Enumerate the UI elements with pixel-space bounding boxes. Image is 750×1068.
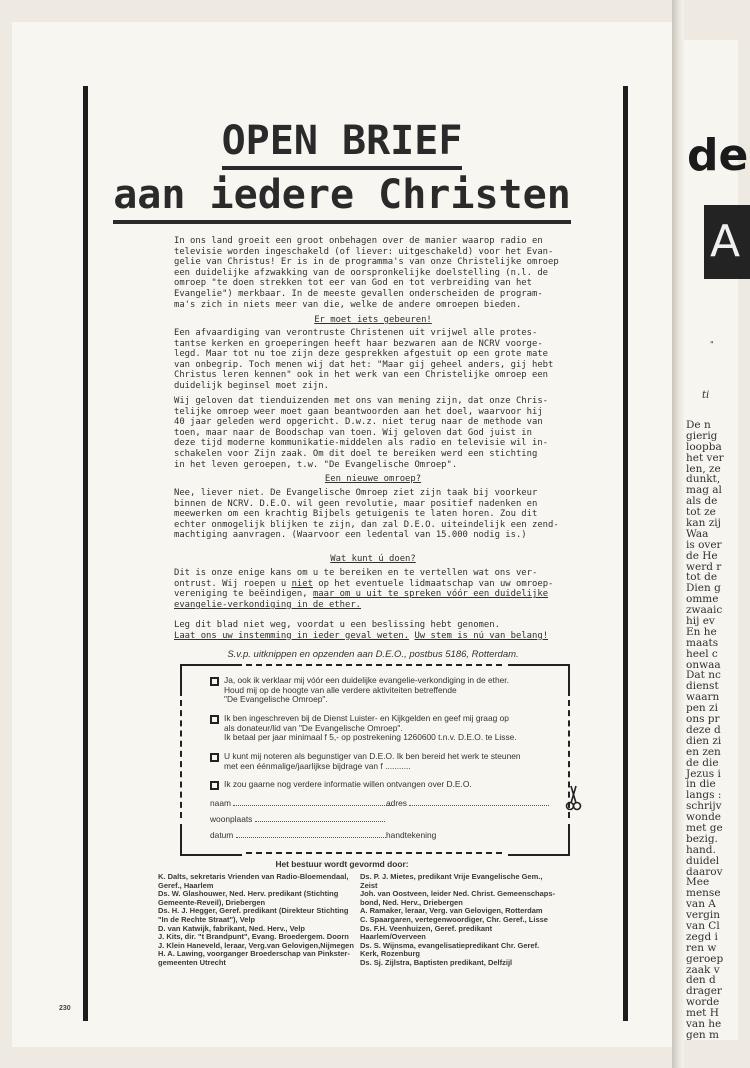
bleft-line: J. Kits, dir. "t Brandpunt", Evang. Broedergem. Doorn [158, 932, 349, 942]
intro-line: televisie worden ingeschakeld (of liever: uitgeschakeld) voor het Evan- [174, 246, 554, 257]
intro-line: omroep "te doen strekken tot eer van God en tot verbreiding van het [174, 278, 532, 289]
sidecol-line: kan zij [686, 517, 721, 530]
sidecol-line: De n [686, 419, 711, 431]
sidecol-line: onwaa [686, 658, 721, 671]
sidecol-line: langs : [686, 789, 722, 802]
bright-line: Haarlem/Overveen [360, 932, 426, 942]
bleft-line: D. van Katwijk, fabrikant, Ned. Herv., Velp [158, 923, 305, 933]
s1p2-line: schakelen voor Zijn zaak. Om dit doel te bereiken werd een stichting [174, 448, 538, 459]
intro-line: Evangelie") merkbaar. In de meeste gevallen onderscheiden de program- [174, 288, 543, 299]
adres-field[interactable]: adres [386, 798, 549, 808]
sidecol-line: met ge [686, 821, 723, 834]
board-list-right [360, 873, 555, 968]
sidecol-line: heel c [686, 647, 718, 660]
coupon-left-dash [180, 700, 182, 818]
sidecol-line: het ver [686, 451, 724, 464]
bleft-line: K. Dalts, sekretaris Vrienden van Radio-Bloemendaal, [158, 872, 349, 881]
section-heading-1: Er moet iets gebeuren! [314, 315, 432, 325]
sidecol-line: werd r [686, 560, 722, 573]
sidecol-line: de He [686, 549, 718, 562]
sidecol-line: gen m [686, 1028, 719, 1041]
sidecol-line: dienst [686, 680, 719, 693]
checkbox-1[interactable] [210, 677, 219, 686]
next-page-small-2: ti [702, 390, 710, 401]
bright-line: Ds. S. Wijnsma, evangelisatiepredikant Chr. Geref. [360, 940, 540, 950]
option-2[interactable]: Ik ben ingeschreven bij de Dienst Luister- en Kijkgelden en geef mij graag op als donateur/lid van "De Evangelische Omroep". Ik betaal per jaar minimaal f 5,- op postrekening 1260600 t.n.v. D.E.O. te Lisse. [224, 714, 534, 743]
naam-field[interactable]: naam [210, 798, 393, 808]
magazine-page [12, 22, 672, 1047]
section-heading-3: Wat kunt ú doen? [330, 554, 416, 564]
s1p1-line: legd. Maar tot nu toe zijn deze gesprekken afgestuit op een grote mate [174, 349, 549, 360]
bright-line: Kerk, Rozenburg [360, 949, 421, 959]
sidecol-line: van A [686, 898, 716, 911]
sidecol-line: dunkt, [686, 473, 721, 486]
sidecol-line: tot ze [686, 506, 716, 519]
page-number: 230 [59, 1005, 71, 1012]
sidecol-line: mense [686, 887, 721, 900]
sidecol-line: vergin [686, 909, 721, 922]
sidecol-line: ons pr [686, 713, 720, 726]
sidecol-line: pen zi [686, 702, 718, 715]
s1p2-line: deze tijd moderne kommunikatie-middelen als radio en televisie wil in- [174, 438, 549, 449]
intro-line: een duidelijke afzwakking van de oorspronkelijke doelstelling (n.l. de [174, 267, 549, 278]
next-page-edge [684, 40, 749, 1041]
s1p2-line: 40 jaar geleden werd opgericht. D.w.z. niet terug naar de methode van [174, 417, 543, 428]
coupon-corner-bl [180, 824, 242, 856]
s2p1-line: binnen de NCRV. D.E.O. wil geen revolutie, maar positief nadenken en [174, 498, 538, 509]
sidecol-line: loopba [686, 440, 722, 453]
sidecol-line: bezig. [686, 832, 718, 845]
sidecol-line: duidel [686, 854, 720, 867]
sidecol-line: Mee [686, 876, 710, 889]
s1p2-line: toen, maar naar de Boodschap van toen. Wij geloven dat God juist in [174, 427, 532, 438]
coupon-top-dash [246, 664, 502, 666]
option-4[interactable]: Ik zou gaarne nog verdere informatie willen ontvangen over D.E.O. [224, 780, 534, 790]
bleft-line: "In de Rechte Straat"), Velp [158, 914, 256, 924]
s1p2-line: Wij geloven dat tienduizenden met ons van mening zijn, dat onze Chris- [174, 396, 549, 406]
bright-line: Zeist [360, 880, 378, 890]
sidecol-line: ren w [686, 941, 717, 954]
sidecol-line: Waa [686, 527, 709, 540]
s1p1-line: duidelijk beginsel moet zijn. [174, 380, 329, 391]
sidecol-line: van Cl [686, 919, 720, 932]
s1p2-line: in het leven geroepen, t.w. "De Evangelische Omroep". [174, 459, 458, 470]
sidecol-line: maats [686, 636, 719, 649]
cutout-instruction: S.v.p. uitknippen en opzenden aan D.E.O., postbus 5186, Rotterdam. [227, 649, 519, 660]
sidecol-line: waarn [686, 691, 720, 704]
sidecol-line: als de [686, 495, 718, 508]
sidecol-line: En he [686, 625, 717, 638]
next-page-column [686, 420, 746, 1041]
handtekening-field[interactable]: handtekening [386, 830, 437, 840]
sidecol-line: hij ev [686, 615, 715, 628]
bright-line: C. Spaargaren, vertegenwoordiger, Chr. Geref., Lisse [360, 914, 548, 924]
bleft-line: Geref., Haarlem [158, 880, 214, 890]
sidecol-line: geroep [686, 952, 724, 965]
bright-line: Ds. Sj. Zijlstra, Baptisten predikant, Delfzijl [360, 957, 513, 967]
sidecol-line: Dien g [686, 582, 721, 595]
checkbox-4[interactable] [210, 781, 219, 790]
s2p1-line: echter onmogelijk blijken te zijn, dan zal D.E.O. uiteindelijk een zend- [174, 519, 559, 530]
s1p1-line: van onbegrip. Toch menen wij dat het: "Maar gij geheel anders, gij hebt [174, 359, 554, 370]
sidecol-line: en zen [686, 745, 721, 758]
sidecol-line: met H [686, 1007, 719, 1020]
next-page-small-1: " [710, 340, 714, 349]
s1p2-line: telijke omroep weer moet gaan beantwoorden aan het doel, waarvoor hij [174, 406, 543, 417]
title-line-2: aan iedere Christen [12, 172, 672, 218]
scissors-icon [564, 784, 582, 812]
sidecol-line: len, ze [686, 462, 721, 475]
bright-line: Ds. P. J. Mietes, predikant Vrije Evangelische Gem., [360, 872, 543, 881]
bright-line: bond, Ned. Herv., Driebergen [360, 897, 463, 907]
section2-paragraph [174, 488, 572, 541]
bright-line: Ds. F.H. Veenhuizen, Geref. predikant [360, 923, 493, 933]
sidecol-line: omme [686, 593, 719, 606]
s2p1-line: meewerken om een krachtig Bijbels getuigenis te laten horen. Zou dit [174, 509, 538, 520]
sidecol-line: hand. [686, 843, 716, 856]
sidecol-line: van he [686, 1017, 722, 1030]
section3-paragraph-2: Leg dit blad niet weg, voordat u een beslissing hebt genomen. Laat ons uw instemming in ieder geval weten. Uw stem is nú van belang! [174, 620, 549, 641]
sidecol-line: mag al [686, 484, 722, 497]
sidecol-line: zaak v [686, 963, 720, 976]
bleft-line: H. A. Lawing, voorganger Broederschap van Pinkster- [158, 949, 350, 959]
sidecol-line: zegd i [686, 930, 718, 943]
sidecol-line: drager [686, 985, 722, 998]
bright-line: A. Ramaker, leraar, Verg. van Gelovigen, Rotterdam [360, 906, 543, 916]
section-heading-2: Een nieuwe omroep? [324, 474, 422, 484]
sidecol-line: gierig [686, 429, 718, 442]
intro-line: ma's zich in niets meer van die, welke de andere omroepen bieden. [174, 299, 522, 310]
s1p1-line: Christus leren kennen" ook in het werk van een Christelijke omroep een [174, 370, 549, 381]
intro-paragraph [174, 236, 572, 310]
right-border-rule [623, 86, 628, 1021]
sidecol-line: zwaaic [686, 604, 723, 617]
sidecol-line: schrijv [686, 800, 722, 813]
sidecol-line: Jezus i [686, 767, 721, 780]
board-heading: Het bestuur wordt gevormd door: [275, 859, 409, 869]
bleft-line: Gemeente-Reveil), Driebergen [158, 897, 266, 907]
coupon-corner-br [508, 824, 570, 856]
section3-paragraph-1: Dit is onze enige kans om u te bereiken en te vertellen wat ons ver- ontrust. Wij roepen u niet op het eventuele lidmaatschap van uw omroep- vereniging te beëindigen, maar om u uit te spreken vóór een duidelijke evangelie-verkondiging in de ether. [174, 568, 554, 610]
book-gutter [672, 0, 684, 1068]
sidecol-line: daarov [686, 865, 723, 878]
bleft-line: Ds. W. Glashouwer, Ned. Herv. predikant (Stichting [158, 889, 339, 899]
checkbox-3[interactable] [210, 753, 219, 762]
coupon-bottom-dash [246, 852, 502, 854]
bright-line: Joh. van Oostveen, leider Ned. Christ. Gemeenschaps- [360, 889, 556, 899]
next-page-headline: de [687, 130, 749, 181]
bleft-line: J. Klein Haneveld, leraar, Verg.van Gelovigen,Nijmegen [158, 940, 354, 950]
option-3[interactable]: U kunt mij noteren als begunstiger van D.E.O. Ik ben bereid het werk te steunen met een éénmalige/jaarlijkse bijdrage van f ........... [224, 752, 534, 771]
s1p1-line: Een afvaardiging van verontruste Christenen uit vrijwel alle protes- [174, 328, 538, 338]
option-1[interactable]: Ja, ook ik verklaar mij vóór een duidelijke evangelie-verkondiging in de ether. Houd mij op de hoogte van alle verdere aktiviteiten betreffende "De Evangelische Omroep". [224, 676, 534, 705]
intro-line: In ons land groeit een groot onbehagen over de manier waarop radio en [174, 236, 543, 246]
datum-field[interactable]: datum [210, 830, 386, 840]
checkbox-2[interactable] [210, 715, 219, 724]
bleft-line: gemeenten Utrecht [158, 957, 226, 967]
sidecol-line: worde [686, 996, 720, 1009]
s1p1-line: tantse kerken en groeperingen heeft haar bezwaren aan de NCRV voorge- [174, 338, 543, 349]
woonplaats-field[interactable]: woonplaats [210, 814, 385, 824]
intro-line: gelie van Christus! Er is in de programma's van onze Christelijke omroep [174, 257, 559, 268]
sidecol-line: tot de [686, 571, 718, 584]
bleft-line: Ds. H. J. Hegger, Geref. predikant (Direkteur Stichting [158, 906, 349, 916]
section1-paragraph-1 [174, 328, 572, 392]
section1-paragraph-2 [174, 396, 572, 470]
sidecol-line: is over [686, 538, 722, 551]
board-list-left [158, 873, 354, 968]
next-page-block-letter: A [704, 205, 750, 279]
s2p1-line: Nee, liever niet. De Evangelische Omroep ziet zijn taak bij voorkeur [174, 488, 538, 498]
sidecol-line: deze d [686, 723, 721, 736]
sidecol-line: den d [686, 974, 716, 987]
sidecol-line: Dat nc [686, 669, 721, 682]
sidecol-line: wonde [686, 811, 722, 824]
sidecol-line: in die [686, 778, 716, 791]
s2p1-line: machtiging aanvragen. (Waarvoor een ledental van 15.000 nodig is.) [174, 530, 527, 541]
sidecol-line: dien zi [686, 734, 722, 747]
sidecol-line: de die [686, 756, 719, 769]
reply-coupon [180, 664, 570, 864]
title-line-1: OPEN BRIEF [12, 118, 672, 164]
left-border-rule [83, 86, 88, 1021]
